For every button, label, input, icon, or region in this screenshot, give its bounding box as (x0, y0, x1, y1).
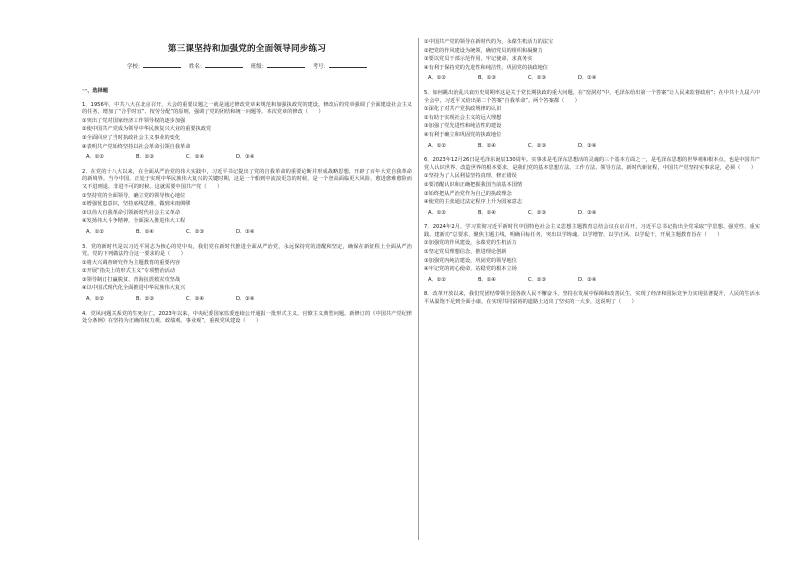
answer-choices (428, 143, 760, 151)
option: ④以中国式现代化全面推进中华民族伟大复兴 (82, 285, 186, 292)
option: ③加强党内纯洁建设，巩固党的领导地位 (424, 257, 517, 264)
answer-c[interactable]: C．②④ (186, 154, 205, 161)
option: ③全面回应了当时执政社会主义事业的变化 (82, 134, 181, 141)
option: ①中国共产党的领导在新时代的为，永葆生机活力的法宝 (424, 39, 554, 45)
option: ③以伟大自我革命引领新时代社会主义革命 (82, 209, 181, 216)
question-7 (424, 224, 760, 284)
option: ②开展“指尖上的形式主义”专项整治活动 (82, 268, 176, 275)
answer-choices (428, 277, 760, 285)
answer-choices (428, 75, 760, 83)
answer-choices (86, 229, 412, 237)
column-divider (418, 38, 419, 540)
question-8 (424, 291, 760, 306)
answer-b[interactable]: B．①③ (136, 296, 155, 303)
question-text: 2．在党的十八大以来，在全面从严治党的伟大实践中，习近平书记提出了党的自我革命的重要论断并形成战略思想，开辟了百年大党自我革命的新境界。当今中国，正处于实现中华民族伟大复兴的关键时期，这是一个船到中流浪更急的时候，是一个登高面临更大风险、愈进愈难愈险而又不进则退、非进不可的时候。这就需要中国共产党（ ） (82, 168, 412, 190)
answer-d[interactable]: D．③④ (578, 209, 597, 216)
option: ④发扬伟大斗争精神，全面深入推进伟大工程 (82, 218, 186, 225)
name-field: 姓名： (189, 62, 243, 70)
option: ④使党的主张通过法定程序上升为国家意志 (424, 199, 523, 206)
answer-a[interactable]: A．①② (86, 296, 105, 303)
question-text: 8．改革开放以来，我们党团结带领全国各族人民不懈奋斗，坚持在发展中保障和改善民生，实现了经济和国际竞争力实现显著提升，人民的生活水平从温饱不足到全面小康，在实现共同富裕的道路上迈出了坚实的一大步，这说明了（ ） (424, 291, 760, 306)
answer-d[interactable]: D．③④ (578, 142, 597, 149)
option: ①深化了对共产党执政规律的认识 (424, 106, 502, 113)
answer-a[interactable]: A．①② (86, 154, 105, 161)
option: ②有助于实现社会主义的远大理想 (424, 114, 502, 121)
question-text: 3．党的新时代是以习近平同志为核心的党中央，我们党在新时代推进全面从严治党，永远保持党的清醒和坚定，确保在新征程上全面从严治党。党的下列做法符合这一要求的是（ ） (82, 243, 412, 258)
student-info-row (82, 62, 412, 70)
answer-b[interactable]: B．①④ (478, 142, 497, 149)
question-5 (424, 90, 760, 150)
option: ①加强党的作风建设，永葆党的生机活力 (424, 240, 517, 247)
answer-b[interactable]: B．①④ (478, 276, 497, 283)
answer-a[interactable]: A．①② (428, 75, 447, 82)
answer-c[interactable]: C．②③ (528, 75, 547, 82)
question-text: 5．如何跳出治乱兴衰历史周期率这是关于党长期执政的重大问题。在“窑洞对”中，毛泽东给出第一个答案“让人民来监督政府”；在中共十九届六中全会中，习近平又给出第二个答案“自我革命”。两个答案都（ ） (424, 89, 760, 104)
answer-d[interactable]: D．③④ (236, 296, 255, 303)
option: ④有利于保持党的先进性和纯洁性，巩固党的执政地位 (424, 64, 548, 71)
option: ③加强了党先进性和纯洁性的建设 (424, 123, 502, 130)
left-column (82, 84, 412, 333)
answer-choices (428, 210, 760, 218)
right-column (424, 38, 760, 314)
section-heading: 一、选择题 (82, 88, 108, 94)
class-field: 班级： (251, 62, 305, 70)
option: ②要清醒认识和正确把握我国当前基本国情 (424, 181, 523, 188)
answer-b[interactable]: B．①③ (478, 75, 497, 82)
answer-c[interactable]: C．②③ (186, 228, 205, 235)
answer-c[interactable]: C．②③ (528, 209, 547, 216)
question-text: 1．1956年，中共八大在北京召开，大会的重要议题之一就是通过修改党章来规范和加强执政党的建设。修改后的党章强调了全面建设社会主义的任务，增加了“合乎时宜”、按劳分配”的原则，强调了党的团结和统一问题等。本次党章的修改（ ） (82, 101, 412, 116)
school-field: 学校： (127, 62, 181, 70)
answer-a[interactable]: A．①② (86, 228, 105, 235)
option: ②坚定党员理想信念，推进理论创新 (424, 249, 507, 256)
question-2 (82, 169, 412, 237)
option: ③要以党员干部示范作用，牢记使命、求真务实 (424, 56, 533, 63)
question-text: 6．2023年12月26日是毛泽东诞辰130周年。实事求是毛泽东思想活的灵魂的三个基本方面之一，是毛泽东思想的世界观和根本点。也是中国共产党人认识世界、改造世界的根本要求，是我们党的基本思想方法、工作方法、领导方法。新时代新征程，中国共产党坚持实事求是，必须（ ） (424, 157, 760, 171)
answer-c[interactable]: C．②③ (528, 276, 547, 283)
answer-d[interactable]: D．②④ (578, 75, 597, 82)
answer-a[interactable]: A．①② (428, 209, 447, 216)
answer-d[interactable]: D．③④ (236, 228, 255, 235)
question-4-continued (424, 39, 760, 83)
option: ③领导制订打赢脱贫、青海抗震救灾攻坚战 (82, 276, 181, 283)
answer-b[interactable]: B．①④ (478, 209, 497, 216)
question-3 (82, 244, 412, 304)
exam-number-field: 考号： (313, 62, 367, 70)
answer-choices (86, 296, 412, 304)
option: ②把党的作风建设为统领，确切党员的组织和凝聚力 (424, 47, 543, 54)
answer-a[interactable]: A．①② (428, 142, 447, 149)
option: ①突出了党对国家经济工作领导权的逐步加强 (82, 117, 186, 124)
option: ④表明共产党始终坚持以社会革命引领自我革命 (82, 143, 191, 150)
question-1 (82, 102, 412, 162)
answer-b[interactable]: B．①④ (136, 228, 155, 235)
option: ②使中国共产党成为领导中华民族复兴大业的重要执政党 (82, 126, 212, 133)
option: ①坚持为了人民利益坚持真理、修正错误 (424, 173, 517, 180)
answer-b[interactable]: B．①③ (136, 154, 155, 161)
question-text: 7．2024年2月，学习贯彻习近平新时代中国特色社会主义思想主题教育总结会议在京召开，习近平总书记指出全党采取“学思想、强党性、重实践、建新功”总要求，聚焦主题主线，明确目标任务，突出以学铸魂、以学增智、以学正风、以学促干，开展主题教育旨在（ ） (424, 224, 760, 238)
answer-a[interactable]: A．①② (428, 276, 447, 283)
answer-choices (86, 154, 412, 162)
question-text: 4．党风问题关系党的生死存亡。2023年以来，中央纪委国家监委连续公开通报一批形式主义、官僚主义典型问题。新修订的《中国共产党纪律处分条例》在坚持为正确的权力观、政绩观、事业观”，重视党风建设（ ） (82, 310, 412, 325)
answer-c[interactable]: C．②③ (528, 142, 547, 149)
answer-d[interactable]: D．③④ (236, 154, 255, 161)
option: ②增强忧患意识，坚持底线思维，做到未雨绸缪 (82, 201, 191, 208)
option: ①坚持党的全面领导，确立党的领导核心地位 (82, 192, 186, 199)
option: ①将大兴调查研究作为主题教育的重要内容 (82, 259, 181, 266)
option: ④有利于确立和巩固党的执政地位 (424, 131, 502, 138)
option: ④牢记党的初心使命，站稳党的根本立场 (424, 266, 517, 273)
answer-c[interactable]: C．②④ (186, 296, 205, 303)
question-4 (82, 311, 412, 326)
document-title: 第三课坚持和加强党的全面领导同步练习 (167, 44, 327, 54)
answer-d[interactable]: D．③④ (578, 276, 597, 283)
option: ③始终把从严治党作为自己的执政理念 (424, 190, 512, 197)
question-6 (424, 157, 760, 217)
